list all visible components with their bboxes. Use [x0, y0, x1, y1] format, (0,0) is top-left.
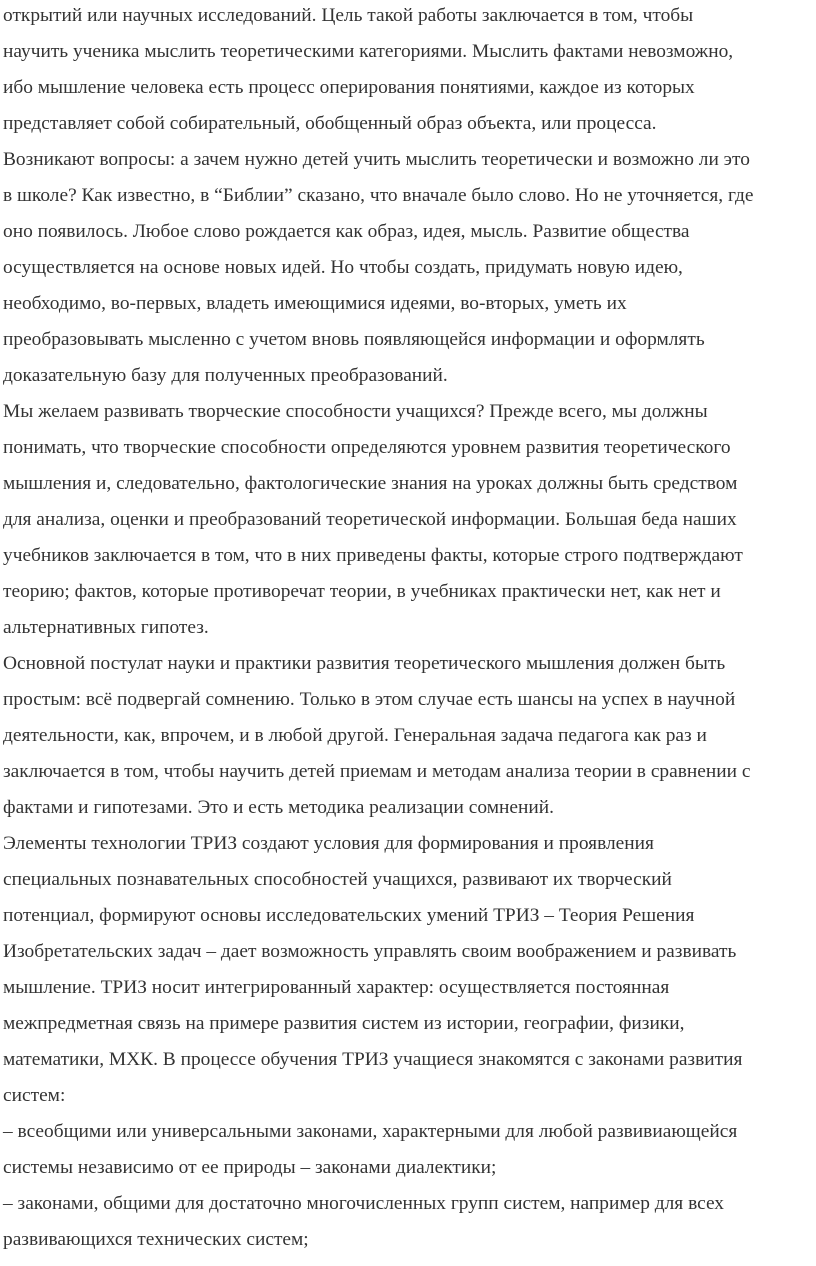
text-line: заключается в том, чтобы научить детей приемам и методам анализа теории в сравнении с [3, 761, 751, 782]
text-line: системы независимо от ее природы – законами диалектики; [3, 1157, 497, 1178]
text-line: простым: всё подвергай сомнению. Только в этом случае есть шансы на успех в научной [3, 689, 736, 710]
text-line: – всеобщими или универсальными законами, характерными для любой развивиающейся [3, 1121, 738, 1142]
text-line: Мы желаем развивать творческие способности учащихся? Прежде всего, мы должны [3, 401, 708, 422]
text-line: для анализа, оценки и преобразований теоретической информации. Большая беда наших [3, 509, 737, 530]
text-line: научить ученика мыслить теоретическими категориями. Мыслить фактами невозможно, [3, 41, 734, 62]
text-line: ибо мышление человека есть процесс оперирования понятиями, каждое из которых [3, 77, 695, 98]
text-line: теорию; фактов, которые противоречат теории, в учебниках практически нет, как нет и [3, 581, 721, 602]
text-line: осуществляется на основе новых идей. Но чтобы создать, придумать новую идею, [3, 257, 683, 278]
text-line: преобразовывать мысленно с учетом вновь появляющейся информации и оформлять [3, 329, 705, 350]
text-line: – законами, общими для достаточно многочисленных групп систем, например для всех [3, 1193, 725, 1214]
text-line: мышления и, следовательно, фактологические знания на уроках должны быть средством [3, 473, 738, 494]
text-line: систем: [3, 1085, 66, 1106]
text-line: фактами и гипотезами. Это и есть методика реализации сомнений. [3, 797, 554, 818]
text-line: оно появилось. Любое слово рождается как образ, идея, мысль. Развитие общества [3, 221, 690, 242]
text-line: представляет собой собирательный, обобщенный образ объекта, или процесса. [3, 113, 657, 134]
text-line: альтернативных гипотез. [3, 617, 209, 638]
text-line: в школе? Как известно, в “Библии” сказано, что вначале было слово. Но не уточняется, где [3, 185, 754, 206]
text-line: Основной постулат науки и практики развития теоретического мышления должен быть [3, 653, 726, 674]
text-line: деятельности, как, впрочем, и в любой другой. Генеральная задача педагога как раз и [3, 725, 707, 746]
text-line: понимать, что творческие способности определяются уровнем развития теоретического [3, 437, 731, 458]
text-line: развивающихся технических систем; [3, 1229, 309, 1250]
text-line: Элементы технологии ТРИЗ создают условия для формирования и проявления [3, 833, 654, 854]
text-line: учебников заключается в том, что в них приведены факты, которые строго подтверждают [3, 545, 743, 566]
text-line: потенциал, формируют основы исследовательских умений ТРИЗ – Теория Решения [3, 905, 695, 926]
text-line: открытий или научных исследований. Цель такой работы заключается в том, чтобы [3, 5, 694, 26]
text-line: межпредметная связь на примере развития систем из истории, географии, физики, [3, 1013, 685, 1034]
text-line: специальных познавательных способностей учащихся, развивают их творческий [3, 869, 672, 890]
text-line: необходимо, во-первых, владеть имеющимися идеями, во-вторых, уметь их [3, 293, 627, 314]
text-line: доказательную базу для полученных преобразований. [3, 365, 448, 386]
text-line: Возникают вопросы: а зачем нужно детей учить мыслить теоретически и возможно ли это [3, 149, 750, 170]
text-line: Изобретательских задач – дает возможность управлять своим воображением и развивать [3, 941, 737, 962]
text-line: математики, МХК. В процессе обучения ТРИЗ учащиеся знакомятся с законами развития [3, 1049, 743, 1070]
text-line: мышление. ТРИЗ носит интегрированный характер: осуществляется постоянная [3, 977, 670, 998]
